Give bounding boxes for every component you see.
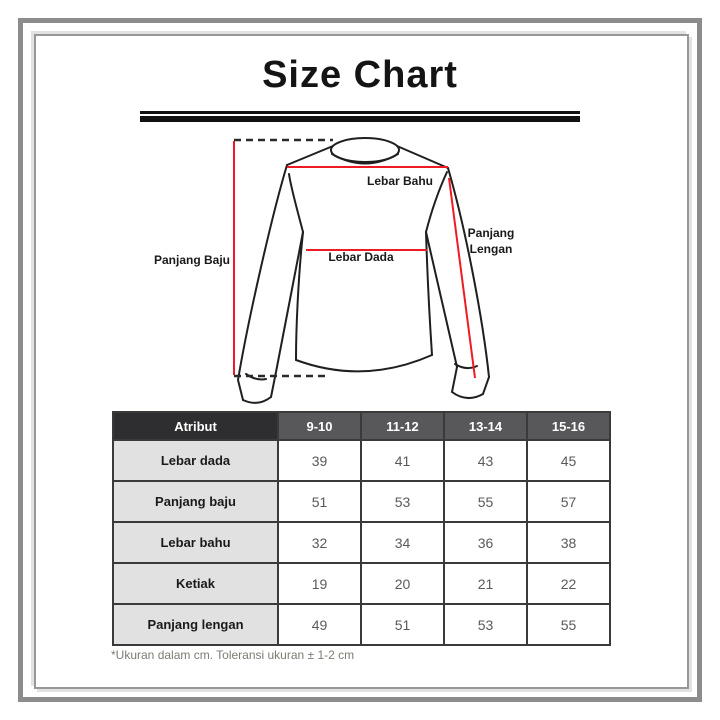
cell-value: 20: [361, 563, 444, 604]
cell-value: 53: [361, 481, 444, 522]
shirt-outline: [238, 138, 489, 403]
table-row: [113, 604, 610, 645]
cell-value: 49: [278, 604, 361, 645]
shirt-measurement-diagram: [130, 128, 550, 413]
table-header-row: [113, 412, 610, 440]
left-cuff: [243, 397, 271, 403]
cell-value: 53: [444, 604, 527, 645]
table-row: [113, 440, 610, 481]
cell-value: 55: [444, 481, 527, 522]
row-label: Panjang baju: [113, 481, 278, 522]
cell-value: 32: [278, 522, 361, 563]
header-size-13-14: 13-14: [444, 412, 527, 440]
table-row: [113, 481, 610, 522]
cell-value: 19: [278, 563, 361, 604]
header-attribute: Atribut: [113, 412, 278, 440]
page-title: Size Chart: [262, 54, 458, 96]
left-sleeve-inner: [271, 232, 303, 397]
cell-value: 43: [444, 440, 527, 481]
body-length-label: Panjang Baju: [153, 253, 231, 267]
cell-value: 51: [361, 604, 444, 645]
header-size-15-16: 15-16: [527, 412, 610, 440]
sleeve-label-line1: Panjang: [467, 226, 515, 240]
cell-value: 51: [278, 481, 361, 522]
cell-value: 34: [361, 522, 444, 563]
cell-value: 39: [278, 440, 361, 481]
chest-label: Lebar Dada: [328, 250, 394, 264]
right-sleeve-outer: [448, 168, 489, 377]
hem: [296, 355, 432, 371]
right-shoulder-line: [397, 146, 448, 168]
table-row: [113, 522, 610, 563]
cell-value: 41: [361, 440, 444, 481]
table-row: [113, 563, 610, 604]
row-label: Lebar bahu: [113, 522, 278, 563]
cell-value: 36: [444, 522, 527, 563]
row-label: Ketiak: [113, 563, 278, 604]
cell-value: 21: [444, 563, 527, 604]
header-size-9-10: 9-10: [278, 412, 361, 440]
cell-value: 45: [527, 440, 610, 481]
footnote: *Ukuran dalam cm. Toleransi ukuran ± 1-2 cm: [111, 648, 355, 662]
sleeve-label-line2: Lengan: [469, 242, 513, 256]
row-label: Panjang lengan: [113, 604, 278, 645]
left-armhole-seam: [289, 174, 303, 232]
left-sleeve-outer: [238, 165, 287, 400]
row-label: Lebar dada: [113, 440, 278, 481]
title-underline-thin: [140, 111, 580, 114]
cell-value: 38: [527, 522, 610, 563]
title-underline-thick: [140, 116, 580, 122]
size-table: [112, 411, 611, 646]
cell-value: 55: [527, 604, 610, 645]
shoulder-label: Lebar Bahu: [366, 174, 434, 188]
left-shoulder-line: [287, 146, 333, 165]
cell-value: 57: [527, 481, 610, 522]
cell-value: 22: [527, 563, 610, 604]
right-cuff: [452, 367, 489, 398]
header-size-11-12: 11-12: [361, 412, 444, 440]
